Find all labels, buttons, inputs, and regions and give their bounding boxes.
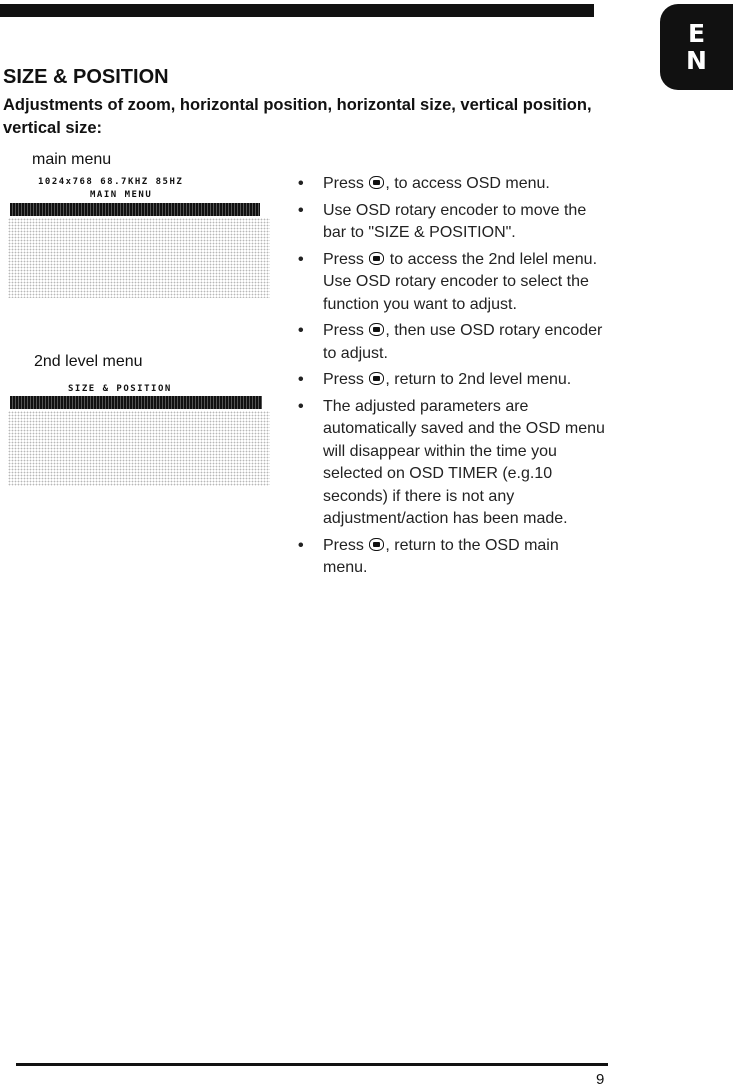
step-5: • Press , return to 2nd level menu. xyxy=(298,371,572,388)
main-menu-highlight-bar xyxy=(10,203,260,216)
step-7: • Press , return to the OSD main menu. xyxy=(298,536,559,576)
step-3: • Press to access the 2nd lelel menu. Use OSD rotary encoder to select the function you want to adjust. xyxy=(298,250,598,313)
section-subtitle: Adjustments of zoom, horizontal position, horizontal size, vertical position, vertical size: xyxy=(3,96,592,137)
osd-button-icon xyxy=(369,252,384,265)
osd-button-icon xyxy=(369,323,384,336)
step-2: • Use OSD rotary encoder to move the bar to "SIZE & POSITION". xyxy=(298,201,587,241)
main-menu-resolution-info: 1024x768 68.7KHZ 85HZ xyxy=(38,177,184,187)
osd-button-icon xyxy=(369,176,384,189)
section-title: SIZE & POSITION xyxy=(3,66,169,88)
step-6: • The adjusted parameters are automatically saved and the OSD menu will disappear within the time you selected on OSD TIMER (e.g.10 seconds) if there is not any adjustment/action has been made. xyxy=(298,397,605,527)
second-menu-header: SIZE & POSITION xyxy=(68,384,172,394)
top-rule xyxy=(0,4,594,17)
page-number: 9 xyxy=(596,1071,605,1088)
main-menu-screen-image xyxy=(8,218,270,298)
second-menu-highlight-bar xyxy=(10,396,262,409)
main-menu-header: MAIN MENU xyxy=(90,190,153,200)
instruction-steps xyxy=(296,173,606,584)
osd-button-icon xyxy=(369,372,384,385)
osd-button-icon xyxy=(369,538,384,551)
step-4: • Press , then use OSD rotary encoder to adjust. xyxy=(298,322,603,362)
main-menu-caption: main menu xyxy=(32,151,112,168)
language-tab-letter-2: N xyxy=(686,46,707,75)
bottom-rule xyxy=(16,1063,608,1066)
second-menu-screen-image xyxy=(8,411,270,486)
second-menu-caption: 2nd level menu xyxy=(34,353,143,370)
language-tab-letter-1: E xyxy=(687,19,706,48)
step-1: • Press , to access OSD menu. xyxy=(298,175,550,192)
language-tab xyxy=(660,4,733,90)
